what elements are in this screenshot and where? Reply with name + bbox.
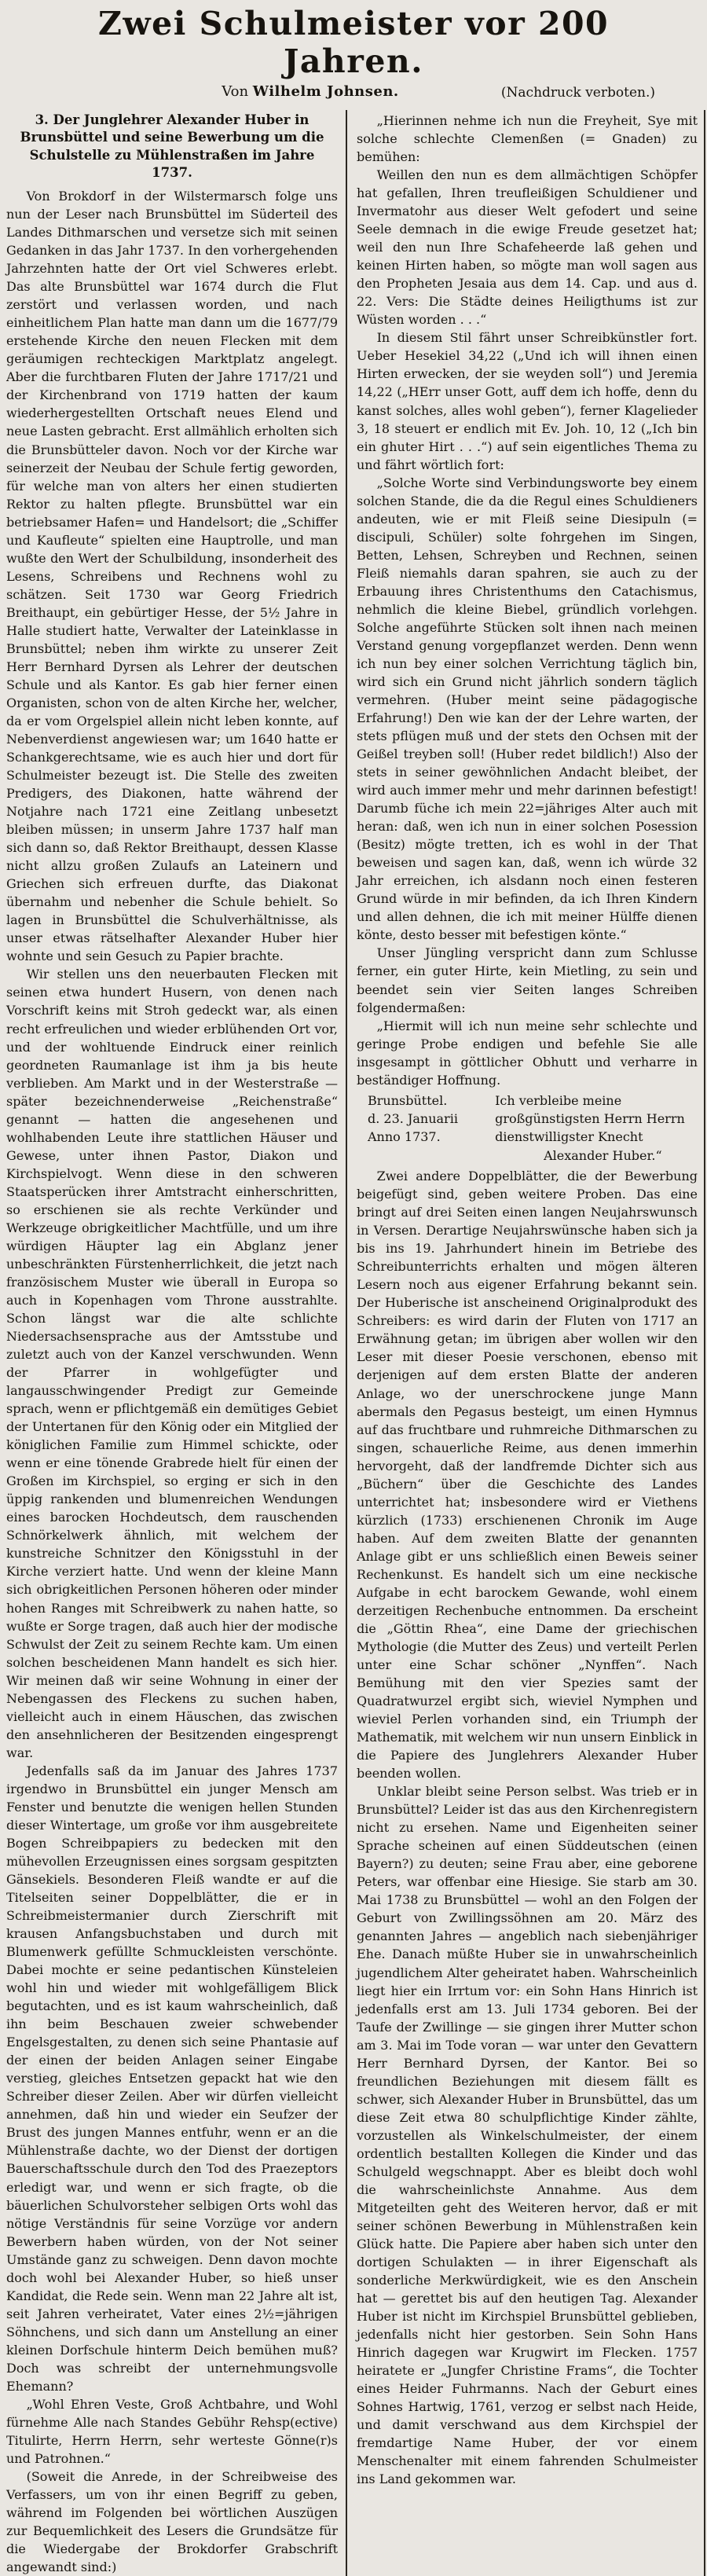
left-column bbox=[2, 110, 346, 2576]
quote-paragraph: „Hiermit will ich nun meine sehr schlechte und geringe Probe endigen und befehle Sie alle insgesampt in göttlicher Obhutt und verharre in beständiger Hoffnung. bbox=[357, 1018, 698, 1088]
signature-name: Alexander Huber.“ bbox=[544, 1147, 662, 1163]
paragraph: In diesem Stil fährt unser Schreibkünstler fort. Ueber Hesekiel 34,22 („Und ich will ihnen einen Hirten erwecken, der sie weyden soll“) und Jeremia 14,22 („HErr unser Gott, auff dem ich hoffe, denn du kanst solches, alles wohl geben“), ferner Klagelieder 3, 18 steuert er endlich mit Ev. Joh. 10, 12 („Ich bin ein ghuter Hirt . . .“) auf sein eigentliches Thema zu und fährt wörtlich fort: bbox=[357, 330, 698, 472]
right-column bbox=[347, 110, 704, 2576]
signature-place-line: Brunsbüttel. bbox=[368, 1092, 448, 1108]
signature-closing-line: dienstwilligster Knecht bbox=[495, 1129, 643, 1145]
signature-closing-line: großgünstigsten Herrn Herrn bbox=[495, 1111, 685, 1127]
section-heading: 3. Der Junglehrer Alexander Huber in Brunsbüttel und seine Bewerbung um die Schulstelle zu Mühlenstraßen im Jahre 1737. bbox=[20, 112, 324, 180]
article-columns bbox=[2, 110, 705, 2576]
paragraph: Wir stellen uns den neuerbauten Flecken mit seinen etwa hundert Husern, von denen nach Vorschrift keins mit Stroh gedeckt war, als einen recht erfreulichen und wieder erblühenden Ort vor, und der wohltuende Eindruck einer reinlich geordneten Raumanlage ist ihm ja bis heute verblieben. Am Markt und in der Westerstraße — später bezeichnenderweise „Reichenstraße“ genannt — hatten die angesehenen und wohlhabenden Leute ihre stattlichen Häuser und Gewese, unter ihnen Pastor, Diakon und Kirchspielvogt. Wenn diese in den schweren Staatsperücken ihrer Amtstracht einherschritten, so erschienen sie als rechte Verkünder und Werkzeuge obrigkeitlicher Machtfülle, und um ihre würdigen Häupter lag ein Abglanz jener unbeschränkten Fürstenherrlichkeit, die jetzt nach französischem Muster wie überall in Europa so auch in Kopenhagen vom Throne ausstrahlte. Schon längst war die alte schlichte Niedersachsensprache aus der Amtsstube und zuletzt auch von der Kanzel verschwunden. Wenn der Pfarrer in wohlgefügter und langausschwingender Predigt zur Gemeinde sprach, wenn er pflichtgemäß ein demütiges Gebiet der Untertanen für den König oder ein Mitglied der königlichen Familie zum Himmel schickte, oder wenn er eine tönende Grabrede hielt für einen der Großen im Kirchspiel, so erging er sich in den üppig rankenden und blumenreichen Wendungen eines barocken Hochdeutsch, dem rauschenden Schnörkelwerk ähnlich, mit welchem der kunstreiche Schnitzer den Königsstuhl in der Kirche verziert hatte. Und wenn der kleine Mann sich obrigkeitlichen Personen höheren oder minder hohen Ranges mit Schreibwerk zu nahen hatte, so wußte er Sorge tragen, daß auch hier der modische Schwulst der Zeit zu seinem Rechte kam. Um einen solchen bescheidenen Mann handelt es sich hier. Wir meinen daß wir seine Wohnung in einer der Nebengassen des Fleckens zu suchen haben, vielleicht auch in einem Häuschen, das zwischen den ansehnlicheren der Besitzenden eingesprengt war. bbox=[6, 967, 338, 1760]
quote-paragraph: „Wohl Ehren Veste, Groß Achtbahre, und Wohl fürnehme Alle nach Standes Gebühr Rehsp(ective) Titulirte, Herrn Herrn, sehr werteste Gönne(r)s und Patrohnen.“ bbox=[6, 2396, 338, 2466]
article-title: Zwei Schulmeister vor 200 Jahren. bbox=[97, 5, 610, 80]
signature-place-line: Anno 1737. bbox=[368, 1129, 441, 1145]
byline-prefix: Von bbox=[222, 83, 253, 100]
signature-place bbox=[357, 1092, 492, 1165]
quote-paragraph: „Hierinnen nehme ich nun die Freyheit, Sye mit solche schlechte Clemenßen (= Gnaden) zu bemühen: bbox=[357, 113, 698, 165]
editor-note-paragraph: (Soweit die Anrede, in der Schreibweise des Verfassers, um von ihr einen Begriff zu geben, während im Folgenden bei wörtlichen Auszügen zur Bequemlichkeit des Lesers die Grundsätze für die Wiedergabe der Brokdorfer Grabschrift angewandt sind:) bbox=[6, 2469, 338, 2575]
byline-author: Wilhelm Johnsen. bbox=[252, 83, 399, 100]
quote-paragraph: „Solche Worte sind Verbindungsworte bey einem solchen Stande, die da die Regul eines Schuldieners andeuten, wie er mit Fleiß seine Diesipuln (= discipuli, Schüler) solte fohrgehen im Singen, Betten, Lehsen, Schreyben und Rechnen, seinen Fleiß niemahls daran spahren, sie auch zu der Erbauung ihres Christenthums den Catachismus, nehmlich die kleine Biebel, gründlich vorlehgen. Solche angeführte Stücken solt ihnen nach meinen Verstand genung vorgepflanzet werden. Denn wenn ich nun bey einer solchen Verrichtung täglich bin, wird sich ein Grund nicht jährlich sondern täglich vermehren. (Huber meint seine pädagogische Erfahrung!) Den wie kan der der Lehre warten, der stets pflügen muß und der stets den Ochsen mit der Geißel treyben soll! (Huber redet bildlich!) Also der stets in seiner gewöhnlichen Andacht bleibet, der wird auch immer mehr und mehr darinnen befestigt! Darumb füche ich mein 22=jähriges Alter auch mit heran: daß, wen ich nun in einer solchen Posession (Besitz) mögte tretten, ich es wohl in der That beweisen und sagen kan, daß, wenn ich würde 32 Jahr erreichen, ich alsdann noch einen festeren Grund würde in mir befinden, da ich Ihren Kindern und allen dehnen, die ich mit meiner Hülffe dienen könte, desto besser mit befestigen könte.“ bbox=[357, 475, 698, 943]
signature-place-line: d. 23. Januarii bbox=[368, 1111, 458, 1127]
paragraph: Jedenfalls saß da im Januar des Jahres 1737 irgendwo in Brunsbüttel ein junger Mensch am Fenster und benutzte die wenigen hellen Stunden dieser Wintertage, um große vor ihm ausgebreitete Bogen Schreibpapiers zu bedecken mit den mühevollen Erzeugnissen eines sorgsam gespitzten Gänsekiels. Besonderen Fleiß wandte er auf die Titelseiten seiner Doppelblätter, die er in Schreibmeistermanier durch Zierschrift mit krausen Anfangsbuchstaben und durch mit Blumenwerk gefüllte Schmuckleisten verschönte. Dabei mochte er seine pedantischen Künsteleien wohl hin und wieder mit wohlgefälligem Blick begutachten, und es ist kaum wahrscheinlich, daß ihn beim Beschauen zweier schwebender Engelsgestalten, zu denen sich seine Phantasie auf der einen der beiden Anlagen seiner Eingabe verstieg, gleiches Entsetzen gepackt hat wie den Schreiber dieser Zeilen. Aber wir dürfen vielleicht annehmen, daß hin und wieder ein Seufzer der Brust des jungen Mannes entfuhr, wenn er an die Mühlenstraße dachte, wo der Dienst der dortigen Bauerschaftsschule durch den Tod des Praezeptors erledigt war, und wenn er sich fragte, ob die bäuerlichen Schulvorsteher selbigen Orts wohl das nötige Verständnis für seine Vorzüge vor andern Bewerbern haben würden, von der Not seiner Umstände ganz zu schweigen. Denn davon mochte doch wohl bei Alexander Huber, so hieß unser Kandidat, die Rede sein. Wenn man 22 Jahre alt ist, seit Jahren verheiratet, Vater eines 2½=jährigen Söhnchens, und sich dann um Anstellung an einer kleinen Dorfschule hinterm Deich bemühen muß? Doch was schreibt der unternehmungsvolle Ehemann? bbox=[6, 1763, 338, 2394]
paragraph: Von Brokdorf in der Wilstermarsch folge uns nun der Leser nach Brunsbüttel im Süderteil des Landes Dithmarschen und versetze sich mit seinen Gedanken in das Jahr 1737. In den vorhergehenden Jahrzehnten hatte der Ort viel Schweres erlebt. Das alte Brunsbüttel war 1674 durch die Flut zerstört und verlassen worden, und nach einheitlichem Plan hatte man dann um die 1677/79 erstehende Kirche den neuen Flecken mit dem geräumigen rechteckigen Marktplatz angelegt. Aber die furchtbaren Fluten der Jahre 1717/21 und der Kirchenbrand von 1719 hatten der kaum wiederhergestellten Ortschaft neues Elend und neue Lasten gebracht. Erst allmählich erholten sich die Brunsbütteler davon. Noch vor der Kirche war seinerzeit der Neubau der Schule fertig geworden, für welche man von alters her einen studierten Rektor zu halten pflegte. Brunsbüttel war ein betriebsamer Hafen= und Handelsort; die „Schiffer und Kaufleute“ spielten eine Hauptrolle, und man wußte den Wert der Schulbildung, insonderheit des Lesens, Schreibens und Rechnens wohl zu schätzen. Seit 1730 war Georg Friedrich Breithaupt, ein gebürtiger Hesse, der 5½ Jahre in Halle studiert hatte, Verwalter der Lateinklasse in Brunsbüttel; neben ihm wirkte zu unserer Zeit Herr Bernhard Dyrsen als Lehrer der deutschen Schule und als Kantor. Es gab hier ferner einen Organisten, schon von de alten Kirche her, welcher, da er vom Orgelspiel allein nicht leben konnte, auf Nebenverdienst angewiesen war; um 1640 hatte er Schankgerechtsame, wie es auch hier und dort für Schulmeister bezeugt ist. Die Stelle des zweiten Predigers, des Diakonen, hatte während der Notjahre nach 1721 eine Zeitlang unbesetzt bleiben müssen; in unserm Jahre 1737 half man sich dann so, daß Rektor Breithaupt, dessen Klasse nicht allzu großen Zulaufs an Lateinern und Griechen sich erfreuen durfte, das Diakonat übernahm und nebenher die Schule behielt. So lagen in Brunsbüttel die Schulverhältnisse, als unser etwas rätselhafter Alexander Huber hier wohnte und sein Gesuch zu Papier brachte. bbox=[6, 189, 338, 964]
signature-closing-line: Ich verbleibe meine bbox=[495, 1092, 622, 1108]
signature-block bbox=[357, 1092, 698, 1165]
paragraph: Zwei andere Doppelblätter, die der Bewerbung beigefügt sind, geben weitere Proben. Das eine bringt auf drei Seiten einen langen Neujahrswunsch in Versen. Derartige Neujahrswünsche haben sich ja bis ins 19. Jahrhundert hinein im Betriebe des Schreibunterrichts erhalten und mögen älteren Lesern noch aus eigener Erfahrung bekannt sein. Der Huberische ist anscheinend Originalprodukt des Schreibers: es wird darin der Fluten von 1717 an Erwähnung getan; im übrigen aber wollen wir den Leser mit dieser Poesie verschonen, ebenso mit derjenigen auf dem ersten Blatte der anderen Anlage, wo der unerschrockene junge Mann abermals den Pegasus besteigt, um einen Hymnus auf das fruchtbare und ruhmreiche Dithmarschen zu singen, schauerliche Reime, aus denen immerhin hervorgeht, daß der landfremde Dichter sich aus „Büchern“ über die Geschichte des Landes unterrichtet hat; insbesondere wird er Viethens kürzlich (1733) erschienenen Chronik im Auge haben. Auf dem zweiten Blatte der genannten Anlage gibt er uns schließlich einen Beweis seiner Rechenkunst. Es handelt sich um eine neckische Aufgabe in echt barockem Gewande, wohl einem derzeitigen Rechenbuche entnommen. Da erscheint die „Göttin Rhea“, eine Dame der griechischen Mythologie (die Mutter des Zeus) und verteilt Perlen unter eine Schar schöner „Nynffen“. Nach Bemühung mit den vier Spezies samt der Quadratwurzel ergibt sich, wieviel Nymphen und wieviel Perlen vorhanden sind, ein Triumph der Mathematik, mit welchem wir nun unsern Einblick in die Papiere des Junglehrers Alexander Huber beenden wollen. bbox=[357, 1169, 698, 1782]
copyright-note: (Nachdruck verboten.) bbox=[500, 85, 655, 101]
paragraph: Unser Jüngling verspricht dann zum Schlusse ferner, ein guter Hirte, kein Mietling, zu sein und beendet sein vier Seiten langes Schreiben folgendermaßen: bbox=[357, 945, 698, 1015]
paragraph: Unklar bleibt seine Person selbst. Was trieb er in Brunsbüttel? Leider ist das aus den Kirchenregistern nicht zu ersehen. Name und Eigenheiten seiner Sprache scheinen auf einen Süddeutschen (einen Bayern?) zu deuten; seine Frau aber, eine geborene Peters, war offenbar eine Hiesige. Sie starb am 30. Mai 1738 zu Brunsbüttel — wohl an den Folgen der Geburt von Zwillingssöhnen am 20. März des genannten Jahres — angeblich nach siebenjähriger Ehe. Danach müßte Huber sie in unwahrscheinlich jugendlichem Alter geheiratet haben. Wahrscheinlich liegt hier ein Irrtum vor: ein Sohn Hans Hinrich ist jedenfalls erst am 13. Juli 1734 geboren. Bei der Taufe der Zwillinge — sie gingen ihrer Mutter schon am 3. Mai im Tode voran — war unter den Gevattern Herr Bernhard Dyrsen, der Kantor. Bei so freundlichen Beziehungen mit diesem fällt es schwer, sich Alexander Huber in Brunsbüttel, das um diese Zeit etwa 80 schulpflichtige Kinder zählte, vorzustellen als Winkelschulmeister, der einem ordentlich bestallten Kollegen die Kinder und das Schulgeld wegschnappt. Aber es bleibt doch wohl die wahrscheinlichste Annahme. Aus dem Mitgeteilten geht des Weiteren hervor, daß er mit seiner schönen Bewerbung in Mühlenstraßen kein Glück hatte. Die Papiere aber haben sich unter den dortigen Schulakten — in ihrer Eigenschaft als sonderliche Merkwürdigkeit, wie es den Anschein hat — gerettet bis auf den heutigen Tag. Alexander Huber ist nicht im Kirchspiel Brunsbüttel geblieben, jedenfalls nicht hier gestorben. Sein Sohn Hans Hinrich dagegen war Krugwirt im Flecken. 1757 heiratete er „Jungfer Christine Frams“, die Tochter eines Heider Fuhrmanns. Nach der Geburt eines Sohnes Hartwig, 1761, verzog er selbst nach Heide, und damit verschwand aus dem Kirchspiel der fremdartige Name Huber, der vor einem Menschenalter mit einem fahrenden Schulmeister ins Land gekommen war. bbox=[357, 1784, 698, 2487]
byline-row bbox=[2, 83, 705, 105]
quote-paragraph: Weillen den nun es dem allmächtigen Schöpfer hat gefallen, Ihren treufleißigen Schuldiener und Invermatohr aus dieser Welt gefodert und seine Seele demnach in die ewige Freude gesetzet hat; weil den nun Ihre Schafeheerde laß gehen und keinen Hirten haben, so mögte man woll sagen aus den Propheten Jesaia aus dem 14. Cap. und aus d. 22. Vers: Die Städte deines Heiligthums ist zur Wüsten worden . . .“ bbox=[357, 167, 698, 328]
signature-closing bbox=[492, 1092, 698, 1165]
masthead bbox=[2, 5, 705, 105]
